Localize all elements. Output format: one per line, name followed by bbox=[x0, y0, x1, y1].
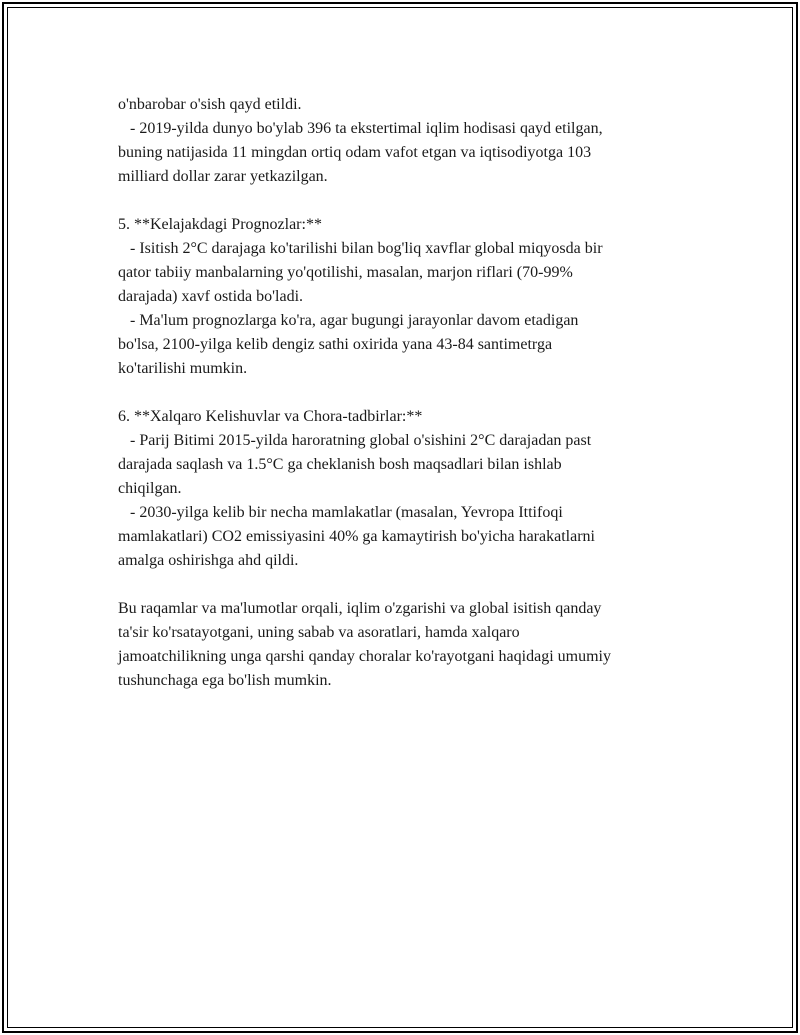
text-line: 5. **Kelajakdagi Prognozlar:** bbox=[118, 216, 322, 233]
text-line: Bu raqamlar va ma'lumotlar orqali, iqlim o'zgarishi va global isitish qanday bbox=[118, 600, 602, 617]
document-body bbox=[118, 93, 718, 693]
blank-line bbox=[118, 573, 718, 597]
text-line: amalga oshirishga ahd qildi. bbox=[118, 552, 299, 569]
text-line: darajada saqlash va 1.5°C ga cheklanish bosh maqsadlari bilan ishlab bbox=[118, 456, 562, 473]
text-line: - Parij Bitimi 2015-yilda haroratning global o'sishini 2°C darajadan past bbox=[118, 432, 592, 449]
text-line: bo'lsa, 2100-yilga kelib dengiz sathi oxirida yana 43-84 santimetrga bbox=[118, 336, 553, 353]
text-line: milliard dollar zarar yetkazilgan. bbox=[118, 168, 328, 185]
text-line: o'nbarobar o'sish qayd etildi. bbox=[118, 96, 302, 113]
text-line: - Isitish 2°C darajaga ko'tarilishi bilan bog'liq xavflar global miqyosda bir bbox=[118, 240, 603, 257]
text-line: darajada) xavf ostida bo'ladi. bbox=[118, 288, 304, 305]
text-line: ko'tarilishi mumkin. bbox=[118, 360, 248, 377]
text-line: buning natijasida 11 mingdan ortiq odam vafot etgan va iqtisodiyotga 103 bbox=[118, 144, 592, 161]
text-line: - Ma'lum prognozlarga ko'ra, agar bugungi jarayonlar davom etadigan bbox=[118, 312, 579, 329]
text-line: jamoatchilikning unga qarshi qanday choralar ko'rayotgani haqidagi umumiy bbox=[118, 648, 611, 665]
blank-line bbox=[118, 189, 718, 213]
blank-line bbox=[118, 381, 718, 405]
text-line: ta'sir ko'rsatayotgani, uning sabab va asoratlari, hamda xalqaro bbox=[118, 624, 520, 641]
text-line: qator tabiiy manbalarning yo'qotilishi, masalan, marjon riflari (70-99% bbox=[118, 264, 573, 281]
text-line: 6. **Xalqaro Kelishuvlar va Chora-tadbirlar:** bbox=[118, 408, 423, 425]
text-line: mamlakatlari) CO2 emissiyasini 40% ga kamaytirish bo'yicha harakatlarni bbox=[118, 528, 595, 545]
text-line: tushunchaga ega bo'lish mumkin. bbox=[118, 672, 332, 689]
text-line: - 2019-yilda dunyo bo'ylab 396 ta ekstertimal iqlim hodisasi qayd etilgan, bbox=[118, 120, 603, 137]
text-line: chiqilgan. bbox=[118, 480, 182, 497]
text-line: - 2030-yilga kelib bir necha mamlakatlar (masalan, Yevropa Ittifoqi bbox=[118, 504, 563, 521]
